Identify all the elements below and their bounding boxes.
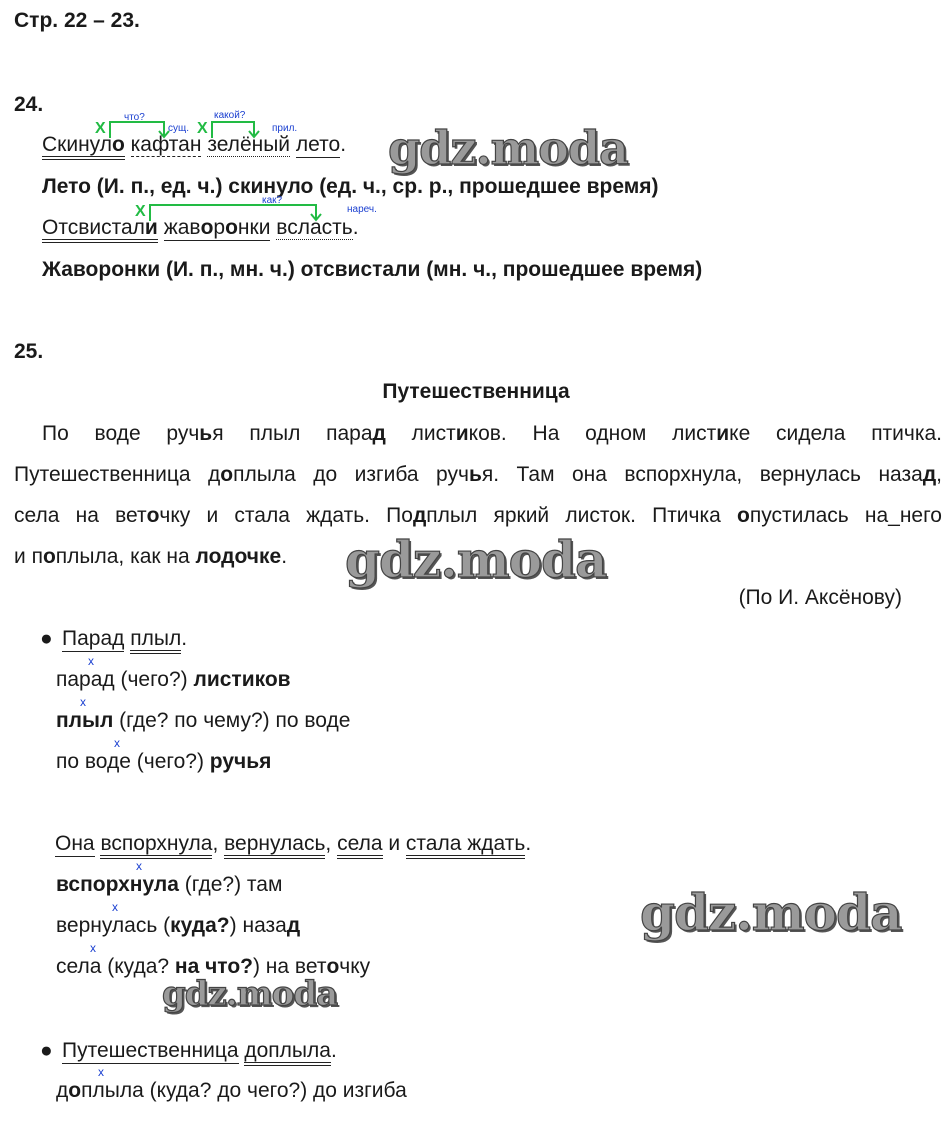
phrase-line: парад (чего?) листиков — [56, 668, 291, 691]
part-of-speech-label: прил. — [272, 123, 298, 134]
main-word-mark: x — [112, 900, 118, 914]
main-word-mark: x — [98, 1065, 104, 1079]
grammar-basis: Путешественница доплыла. — [62, 1040, 337, 1061]
watermark-logo: gdz.moda — [388, 121, 628, 175]
predicate-cross-mark: X — [135, 203, 146, 220]
text-paragraph-line: По воде ручья плыл парад листиков. На одном листике сидела птичка. — [42, 422, 942, 445]
question-mark-label: как? — [262, 195, 283, 206]
watermark-logo: gdz.moda — [162, 974, 338, 1014]
sentence-line: Скинуло кафтан зелёный лето. — [42, 134, 346, 155]
main-word-mark: x — [136, 859, 142, 873]
attribute-word: зелёный — [207, 133, 291, 156]
text-paragraph-line: села на веточку и стала ждать. Подплыл яркий листок. Птичка опустилась на_него — [14, 504, 942, 527]
main-word-mark: x — [114, 736, 120, 750]
exercise-number-24: 24. — [14, 93, 44, 116]
subject-word: Парад — [62, 627, 125, 650]
predicate-word: вернулась — [224, 832, 325, 859]
main-word-mark: x — [80, 695, 86, 709]
predicate-word: плыл — [130, 627, 181, 654]
analysis-line: Лето (И. п., ед. ч.) скинуло (ед. ч., ср. р., прошедшее время) — [42, 175, 659, 198]
predicate-word: стала ждать — [406, 832, 525, 859]
part-of-speech-label: нареч. — [347, 204, 377, 215]
text-paragraph-line: и поплыла, как на лодочке. — [14, 545, 288, 568]
subject-word: лето — [295, 133, 341, 156]
sentence-line: Отсвистали жаворонки всласть. — [42, 217, 359, 238]
phrase-line: вспорхнула (где?) там — [56, 873, 283, 896]
watermark-logo: gdz.moda — [640, 883, 902, 942]
text-title: Путешественница — [382, 380, 570, 403]
grammar-basis: Она вспорхнула, вернулась, села и стала ждать. — [55, 833, 531, 854]
main-word-mark: x — [88, 654, 94, 668]
grammar-basis: Парад плыл. — [62, 628, 187, 649]
adjective-cross-mark: X — [197, 120, 208, 137]
predicate-word: села — [337, 832, 382, 859]
analysis-line: Жаворонки (И. п., мн. ч.) отсвистали (мн. ч., прошедшее время) — [42, 258, 703, 281]
watermark-logo: gdz.moda — [345, 530, 607, 589]
phrase-line: доплыла (куда? до чего?) до изгиба — [56, 1079, 407, 1102]
predicate-word: вспорхнула — [100, 832, 212, 859]
predicate-word: Отсвистали — [42, 216, 158, 243]
predicate-word: доплыла — [244, 1039, 331, 1066]
adverbial-word: всласть — [276, 216, 353, 239]
text-paragraph-line: Путешественница доплыла до изгиба ручья. Там она вспорхнула, вернулась назад, — [14, 463, 942, 486]
text-source: (По И. Аксёнову) — [738, 586, 902, 609]
subject-word: Она — [55, 832, 95, 855]
phrase-line: села (куда? на что?) на веточку — [56, 955, 371, 978]
part-of-speech-label: сущ. — [168, 123, 190, 134]
question-mark-label: что? — [124, 112, 145, 123]
subject-word: Путешественница — [62, 1039, 239, 1062]
phrase-line: вернулась (куда?) назад — [56, 914, 301, 937]
phrase-line: по воде (чего?) ручья — [56, 750, 272, 773]
predicate-word: Скинуло — [42, 133, 125, 160]
bullet-icon: ● — [40, 627, 53, 650]
object-word: кафтан — [130, 133, 202, 156]
subject-word: жаворонки — [163, 216, 271, 239]
phrase-line: плыл (где? по чему?) по воде — [56, 709, 351, 732]
predicate-cross-mark: X — [95, 120, 106, 137]
question-mark-label: какой? — [214, 110, 246, 121]
exercise-number-25: 25. — [14, 340, 44, 363]
bullet-icon: ● — [40, 1039, 53, 1062]
main-word-mark: x — [90, 941, 96, 955]
page-header: Стр. 22 – 23. — [14, 9, 140, 32]
